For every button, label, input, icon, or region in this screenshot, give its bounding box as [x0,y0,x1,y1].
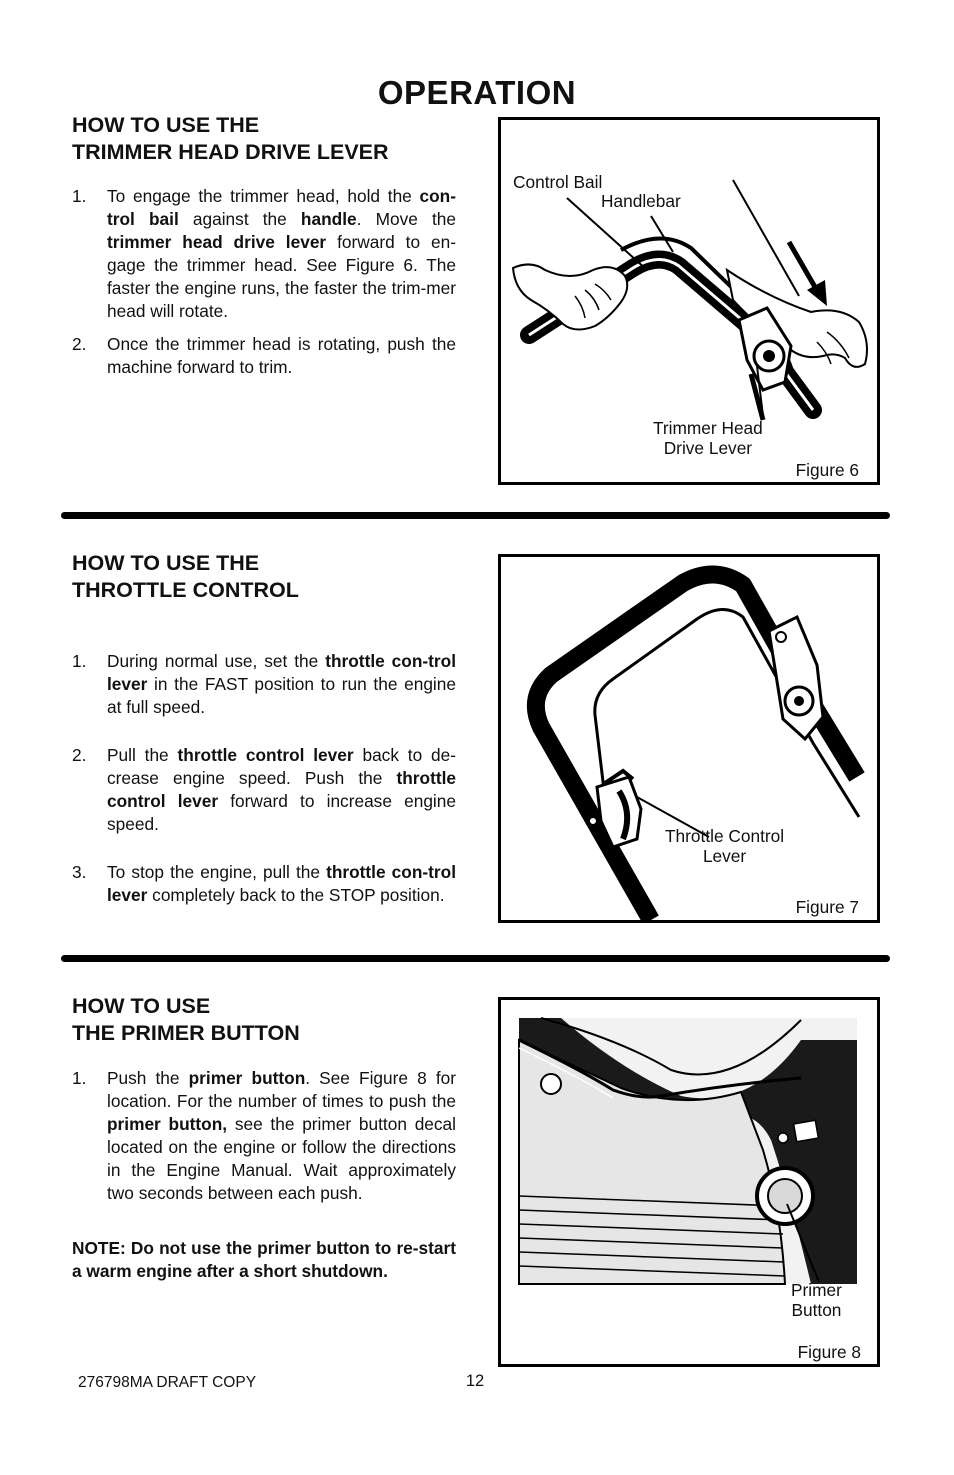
section-heading-primer [72,993,300,1047]
label-line: Trimmer Head [653,418,763,438]
step-text: During normal use, set the [107,651,326,671]
step-number: 2. [72,745,87,765]
label-line: Button [791,1300,842,1320]
label-line: Primer [791,1280,842,1300]
label-handlebar: Handlebar [601,191,681,211]
emphasis-text: throttle control lever [177,745,354,765]
leader-handlebar [651,216,673,252]
emphasis-text: throttle con-trol lever [107,651,456,694]
section-divider [61,512,890,519]
emphasis-text: throttle control lever [107,768,456,811]
decal-dot [778,1133,788,1143]
step-text: forward to en-gage the trimmer head. See Figure 6. The faster the engine runs, the faster the trim-mer head will rotate. [107,232,456,321]
leader-arm [733,180,799,296]
primer-steps [72,1067,456,1205]
section-divider [61,955,890,962]
step-text: . Move the [356,209,456,229]
figure-7 [498,554,880,923]
section-heading-drive-lever [72,112,389,166]
step-number: 1. [72,186,87,206]
figure-6 [498,117,880,485]
step-text: . See Figure 8 for location. For the number of times to push the [107,1068,456,1111]
step-text: To stop the engine, pull the [107,862,327,882]
emphasis-text: trimmer head drive lever [107,232,327,252]
step-text: To engage the trimmer head, hold the [107,186,420,206]
step-text: Pull the [107,745,178,765]
emphasis-text: primer button, [107,1114,228,1134]
list-item [72,861,456,907]
emphasis-text: handle [300,209,357,229]
emphasis-text: throttle con-trol lever [107,862,456,905]
label-primer-button [791,1280,842,1320]
step-text: back to de-crease engine speed. Push the [107,745,457,788]
figure-7-caption: Figure 7 [795,897,859,917]
step-number: 1. [72,651,87,671]
step-number: 2. [72,334,87,354]
engine-bolt [541,1074,561,1094]
label-control-bail: Control Bail [513,172,603,192]
list-item [72,650,456,719]
emphasis-text: con-trol bail [107,186,456,229]
page-number: 12 [465,1372,485,1390]
primer-note: NOTE: Do not use the primer button to re-start a warm engine after a short shutdown. [72,1238,456,1281]
figure-8-caption: Figure 8 [797,1342,861,1362]
drive-lever-pivot-center [794,696,804,706]
figure-6-caption: Figure 6 [795,460,859,480]
step-text: see the primer button decal located on the engine or follow the directions in the Engine Manual. Wait approximately two seconds between each push. [107,1114,457,1203]
housing-bolt [776,632,786,642]
primer-decal [794,1120,819,1142]
label-line: Throttle Control [665,826,785,846]
step-number: 3. [72,862,87,882]
step-text: in the FAST position to run the engine at full speed. [107,674,456,717]
heading-line: HOW TO USE [72,994,211,1018]
left-hand [513,264,627,329]
step-number: 1. [72,1068,87,1088]
list-item [72,185,456,323]
heading-line: HOW TO USE THE [72,551,260,575]
lever-pivot-center [763,350,775,362]
label-throttle-lever [665,826,784,866]
heading-line: HOW TO USE THE [72,113,260,137]
figure-8 [498,997,880,1367]
label-drive-lever [653,418,763,458]
motion-arrow-head [807,280,827,306]
label-line: Drive Lever [663,438,753,458]
step-text: forward to increase engine speed. [107,791,456,834]
heading-line: THE PRIMER BUTTON [72,1021,300,1045]
emphasis-text: primer button [188,1068,306,1088]
primer-button-shape [768,1179,802,1213]
step-text: Push the [107,1068,189,1088]
heading-line: THROTTLE CONTROL [72,578,299,602]
page-title: OPERATION [377,74,577,111]
handle-frame-outer [536,574,857,920]
throttle-steps [72,650,456,907]
list-item [72,333,456,379]
label-line: Lever [702,846,747,866]
document-code: 276798MA DRAFT COPY [78,1374,257,1391]
list-item [72,1067,456,1205]
section-heading-throttle [72,550,299,604]
throttle-bolt [589,817,597,825]
heading-line: TRIMMER HEAD DRIVE LEVER [72,140,389,164]
drive-lever-steps [72,185,456,379]
step-text: Once the trimmer head is rotating, push the machine forward to trim. [107,334,456,377]
list-item [72,744,456,836]
step-text: completely back to the STOP position. [147,885,445,905]
step-text: against the [178,209,301,229]
